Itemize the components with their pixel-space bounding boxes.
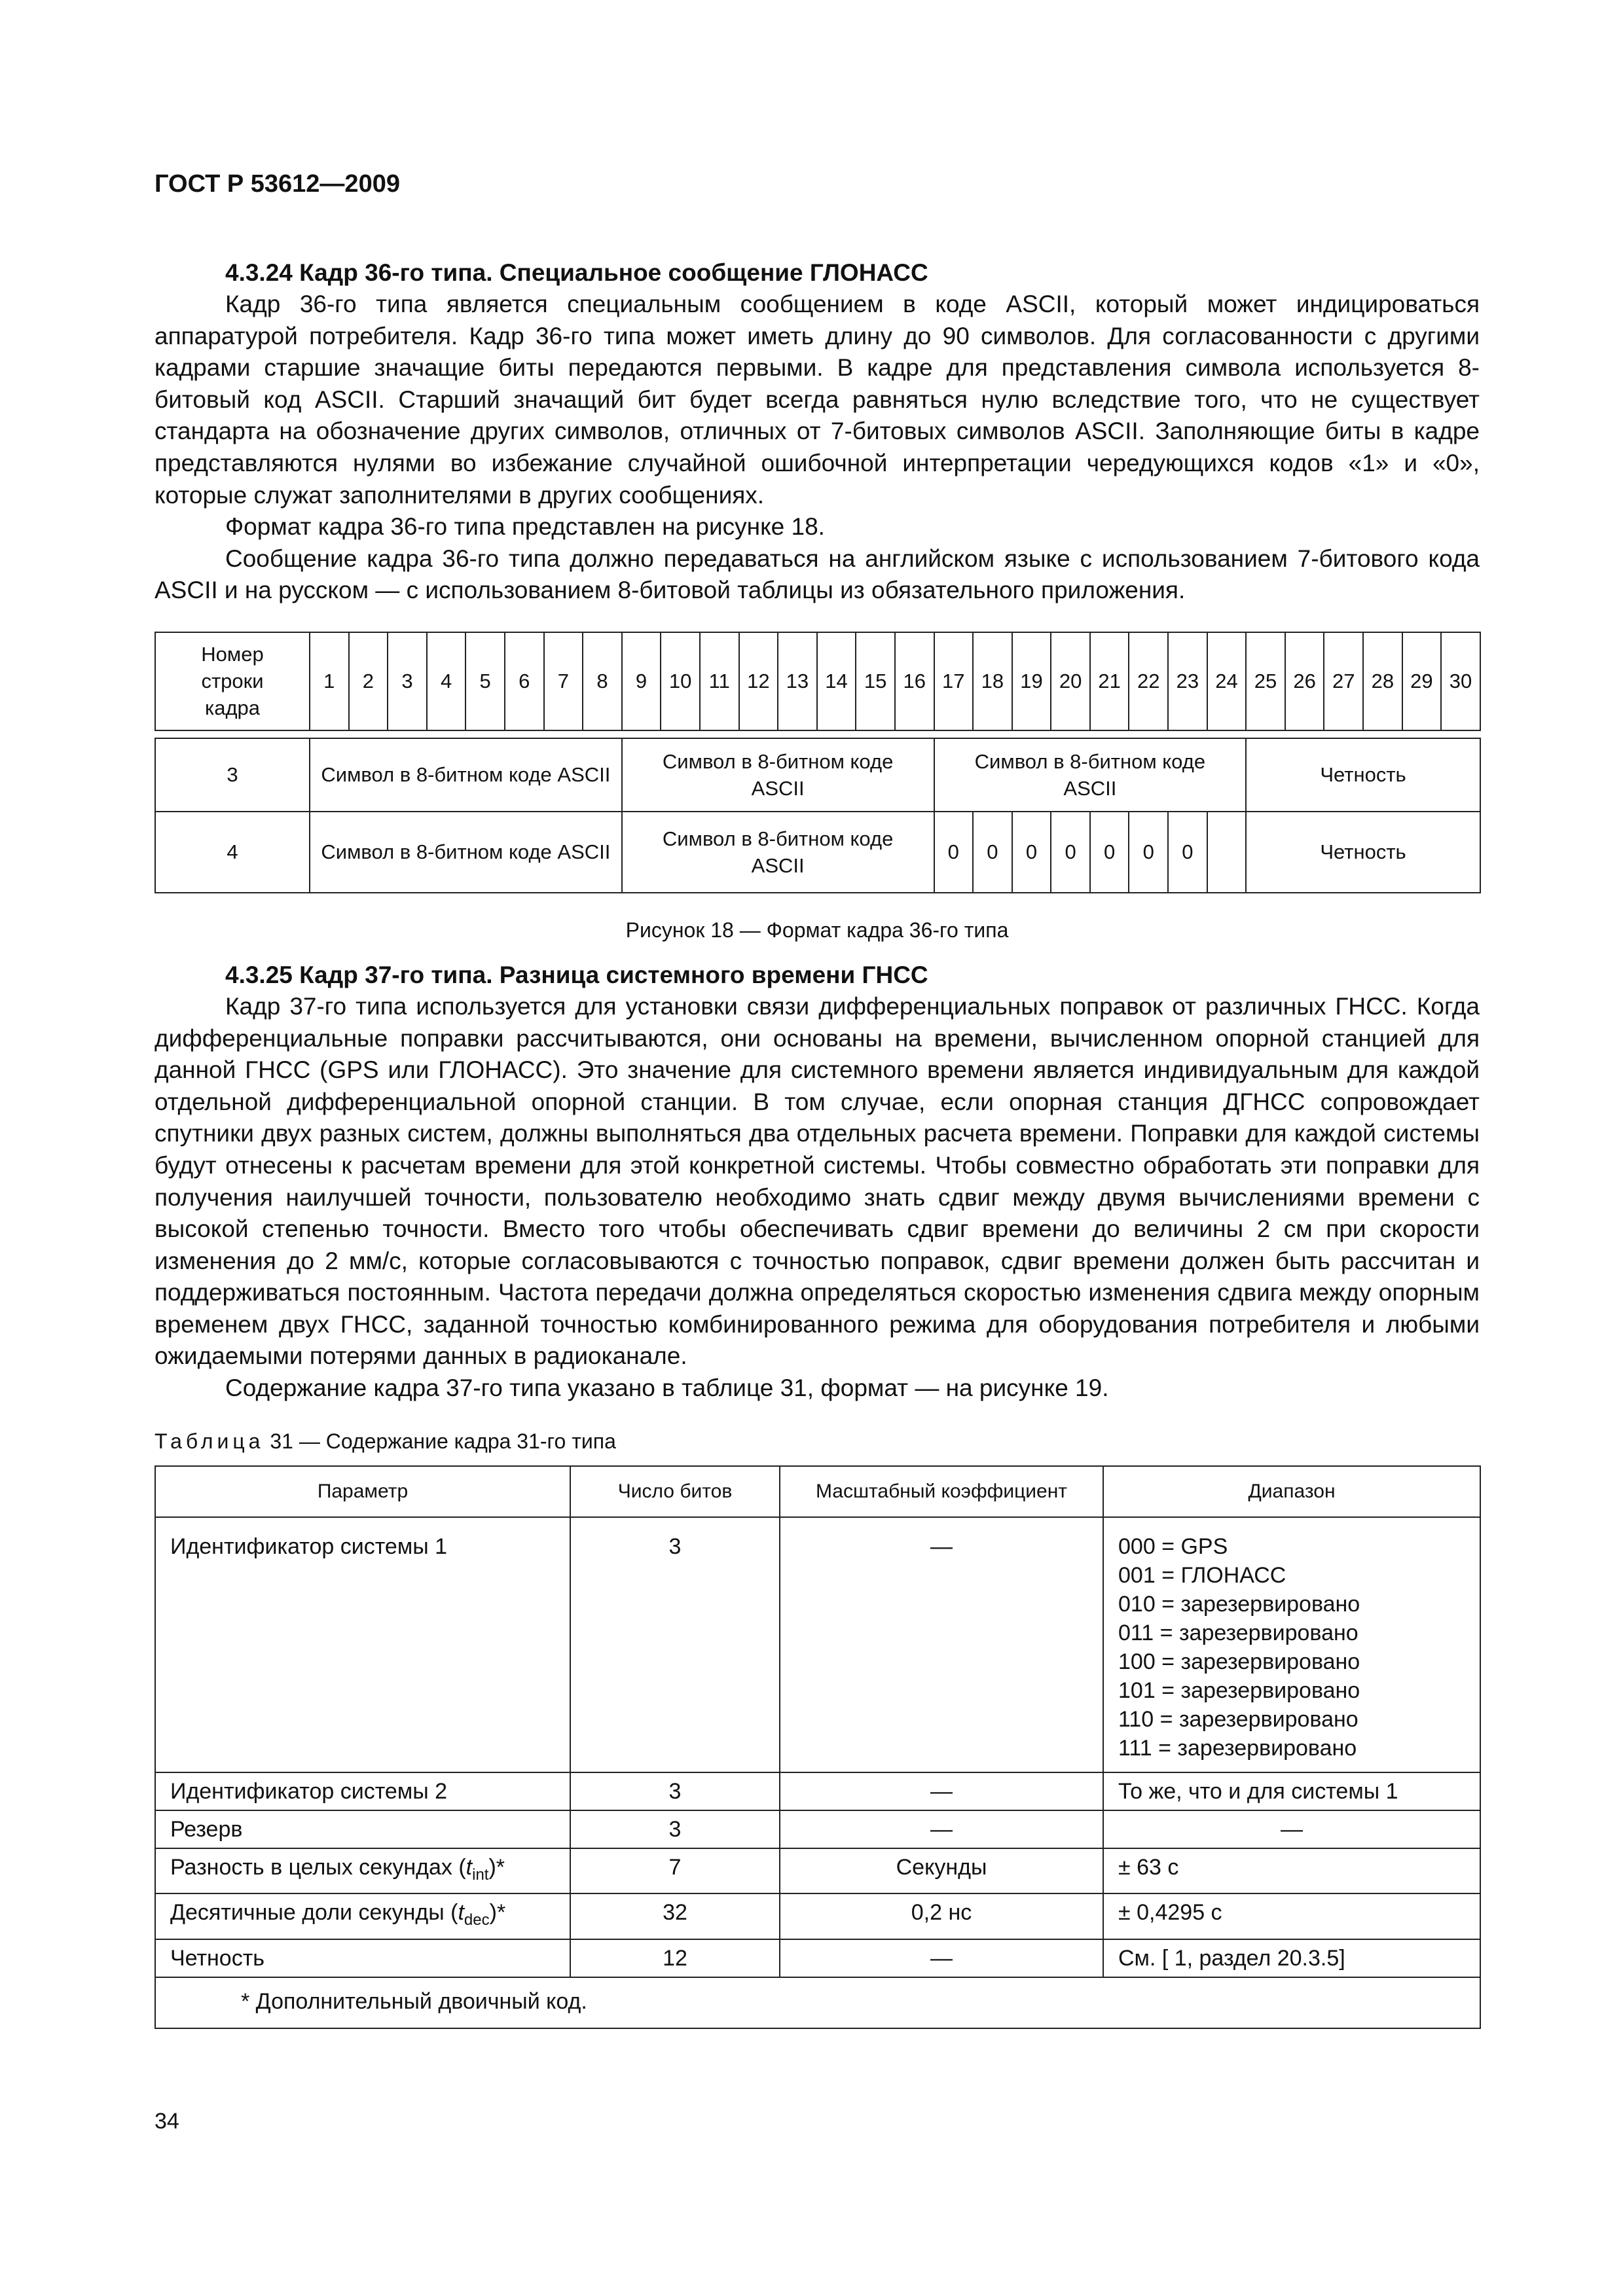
frame-header-row: [155, 632, 1480, 730]
table-row: [155, 1772, 1480, 1810]
frame-row-3: [155, 738, 1480, 812]
document-page: [155, 157, 1480, 2029]
bit-number: 2: [349, 632, 388, 730]
bit-number: 16: [895, 632, 934, 730]
frame-row-number: 4: [155, 812, 310, 893]
range-value: 100 = зарезервировано: [1118, 1649, 1360, 1674]
bit-number: 17: [934, 632, 974, 730]
page-number: 34: [155, 2109, 179, 2134]
range-value: 010 = зарезервировано: [1118, 1591, 1360, 1617]
parameter-text: Разность в целых секундах (: [170, 1854, 466, 1880]
bit-number: 22: [1129, 632, 1168, 730]
range-cell: ± 63 с: [1103, 1848, 1480, 1894]
range-cell: ± 0,4295 с: [1103, 1893, 1480, 1939]
parameter-cell: Четность: [155, 1939, 570, 1977]
scale-cell: —: [780, 1772, 1103, 1810]
bit-number: 28: [1363, 632, 1402, 730]
bit-number: 11: [700, 632, 739, 730]
range-value: 000 = GPS: [1118, 1534, 1228, 1559]
column-header-bits: Число битов: [570, 1466, 780, 1517]
range-value: 001 = ГЛОНАСС: [1118, 1562, 1286, 1588]
zero-fill-bit: 0: [1129, 812, 1168, 893]
parameter-cell: [155, 1848, 570, 1894]
bits-cell: 3: [570, 1772, 780, 1810]
range-cell: См. [ 1, раздел 20.3.5]: [1103, 1939, 1480, 1977]
range-cell: То же, что и для системы 1: [1103, 1772, 1480, 1810]
range-value: 011 = зарезервировано: [1118, 1620, 1359, 1645]
bit-number: 6: [505, 632, 544, 730]
scale-cell: 0,2 нс: [780, 1893, 1103, 1939]
zero-fill-bit: 0: [1168, 812, 1207, 893]
section-4-3-24-paragraph-3: Сообщение кадра 36-го типа должно передаваться на английском языке с использованием 7-битового кода ASCII и на русском — с использованием 8-битовой таблицы из обязательного приложения.: [155, 545, 1480, 604]
section-4-3-24-title: 4.3.24 Кадр 36-го типа. Специальное сообщение ГЛОНАСС: [225, 259, 928, 286]
range-value: 110 = зарезервировано: [1118, 1706, 1359, 1732]
column-header-range: Диапазон: [1103, 1466, 1480, 1517]
document-code: ГОСТ Р 53612—2009: [155, 170, 400, 198]
bit-number: 20: [1051, 632, 1090, 730]
table-row: [155, 1848, 1480, 1894]
parameter-cell: Резерв: [155, 1810, 570, 1848]
bits-cell: 7: [570, 1848, 780, 1894]
scale-cell: —: [780, 1939, 1103, 1977]
bit-number: 5: [465, 632, 505, 730]
scale-cell: —: [780, 1517, 1103, 1772]
zero-fill-bit: [1207, 812, 1247, 893]
bits-cell: 32: [570, 1893, 780, 1939]
column-header-scale: Масштабный коэффициент: [780, 1466, 1103, 1517]
bit-number: 1: [310, 632, 349, 730]
table-row: [155, 1517, 1480, 1772]
ascii-character-field: Символ в 8-битном коде ASCII: [934, 738, 1247, 812]
bit-number: 8: [583, 632, 622, 730]
zero-fill-bit: 0: [1012, 812, 1051, 893]
ascii-character-field: Символ в 8-битном коде ASCII: [310, 738, 622, 812]
frame-separator-row: [155, 730, 1480, 738]
ascii-character-field: Символ в 8-битном коде ASCII: [622, 812, 934, 893]
column-header-parameter: Параметр: [155, 1466, 570, 1517]
scale-cell: —: [780, 1810, 1103, 1848]
bit-number: 30: [1441, 632, 1480, 730]
bit-number: 21: [1090, 632, 1129, 730]
row-number-header: Номер строки кадра: [155, 632, 310, 730]
range-cell: [1103, 1517, 1480, 1772]
bit-number: 9: [622, 632, 661, 730]
table-caption-word: Таблица: [155, 1429, 264, 1453]
scale-cell: Секунды: [780, 1848, 1103, 1894]
zero-fill-bit: 0: [1090, 812, 1129, 893]
bit-number: 12: [739, 632, 778, 730]
table-footnote-row: [155, 1977, 1480, 2028]
ascii-character-field: Символ в 8-битном коде ASCII: [310, 812, 622, 893]
bit-number: 15: [856, 632, 895, 730]
zero-fill-bit: 0: [973, 812, 1012, 893]
bit-number: 10: [661, 632, 700, 730]
section-4-3-25-paragraph-1: Кадр 37-го типа используется для установки связи дифференциальных поправок от различных ГНСС. Когда дифференциальные поправки рассчитываются, они основаны на времени, вычисленном опорной станцией для данной ГНСС (GPS или ГЛОНАСС). Это значение для системного времени является индивидуальным для каждой отдельной дифференциальной опорной станции. В том случае, если опорная станция ДГНСС сопровождает спутники двух разных систем, должны выполняться два отдельных расчета времени. Поправки для каждой системы будут отнесены к расчетам времени для этой конкретной системы. Чтобы совместно обработать эти поправки для получения наилучшей точности, пользователю необходимо знать сдвиг между двумя вычислениями времени с высокой степенью точности. Вместо того чтобы обеспечивать сдвиг времени до величины 2 см при скорости изменения до 2 мм/с, которые согласовываются с точностью поправок, сдвиг времени должен быть рассчитан и поддерживаться постоянным. Частота передачи должна определяться скоростью изменения сдвига между опорным временем двух ГНСС, заданной точностью комбинированного режима для оборудования потребителя и любыми ожидаемыми потерями данных в радиоканале.: [155, 992, 1480, 1370]
parameter-cell: Идентификатор системы 1: [155, 1517, 570, 1772]
variable-symbol: t: [458, 1900, 464, 1926]
bit-number: 19: [1012, 632, 1051, 730]
ascii-character-field: Символ в 8-битном коде ASCII: [622, 738, 934, 812]
bit-number: 13: [778, 632, 817, 730]
bits-cell: 12: [570, 1939, 780, 1977]
table-row: [155, 1939, 1480, 1977]
figure-18-caption: Рисунок 18 — Формат кадра 36-го типа: [625, 918, 1009, 942]
variable-subscript: int: [472, 1865, 489, 1884]
section-4-3-24-paragraph-2: Формат кадра 36-го типа представлен на рисунке 18.: [225, 513, 825, 541]
parameter-cell: [155, 1893, 570, 1939]
bit-number: 18: [973, 632, 1012, 730]
bit-number: 14: [817, 632, 856, 730]
section-4-3-24-paragraph-1: Кадр 36-го типа является специальным сообщением в коде ASCII, который может индицироваться аппаратурой потребителя. Кадр 36-го типа может иметь длину до 90 символов. Для согласованности с другими кадрами старшие значащие биты передаются первыми. В кадре для представления символа используется 8-битовый код ASCII. Старший значащий бит будет всегда равняться нулю вследствие того, что не существует стандарта на обозначение других символов, отличных от 7-битовых символов ASCII. Заполняющие биты в кадре представляются нулями во избежание случайной ошибочной интерпретации чередующихся кодов «1» и «0», которые служат заполнителями в других сообщениях.: [155, 291, 1480, 509]
parity-field: Четность: [1246, 812, 1480, 893]
bit-number: 7: [544, 632, 583, 730]
table-31-caption: [155, 1429, 1480, 1454]
table-caption-text: 31 — Содержание кадра 31-го типа: [270, 1429, 616, 1453]
parameter-cell: Идентификатор системы 2: [155, 1772, 570, 1810]
frame-row-number: 3: [155, 738, 310, 812]
bits-cell: 3: [570, 1810, 780, 1848]
range-value: 111 = зарезервировано: [1118, 1735, 1357, 1761]
bit-number: 25: [1246, 632, 1285, 730]
frame-row-4: [155, 812, 1480, 893]
range-value: 101 = зарезервировано: [1118, 1677, 1360, 1703]
zero-fill-bit: 0: [1051, 812, 1090, 893]
bits-cell: 3: [570, 1517, 780, 1772]
zero-fill-bit: 0: [934, 812, 974, 893]
bit-number: 26: [1285, 632, 1324, 730]
bit-number: 3: [388, 632, 427, 730]
bit-number: 27: [1324, 632, 1363, 730]
section-4-3-25-title: 4.3.25 Кадр 37-го типа. Разница системного времени ГНСС: [225, 961, 928, 988]
parameter-text: Десятичные доли секунды (: [170, 1900, 458, 1926]
parameter-suffix: )*: [488, 1854, 505, 1880]
bit-number: 4: [427, 632, 466, 730]
variable-symbol: t: [465, 1854, 473, 1880]
bit-number: 29: [1402, 632, 1442, 730]
parity-field: Четность: [1246, 738, 1480, 812]
table-footnote: * Дополнительный двоичный код.: [155, 1977, 1480, 2028]
bit-number: 23: [1168, 632, 1207, 730]
variable-subscript: dec: [464, 1911, 490, 1929]
section-4-3-25-paragraph-2: Содержание кадра 37-го типа указано в таблице 31, формат — на рисунке 19.: [225, 1374, 1109, 1402]
figure-18-frame-table: [155, 632, 1481, 893]
table-row: [155, 1810, 1480, 1848]
range-cell: —: [1103, 1810, 1480, 1848]
bit-number: 24: [1207, 632, 1247, 730]
table-header-row: [155, 1466, 1480, 1517]
parameter-suffix: )*: [489, 1900, 506, 1926]
table-31: [155, 1465, 1481, 2030]
table-row: [155, 1893, 1480, 1939]
